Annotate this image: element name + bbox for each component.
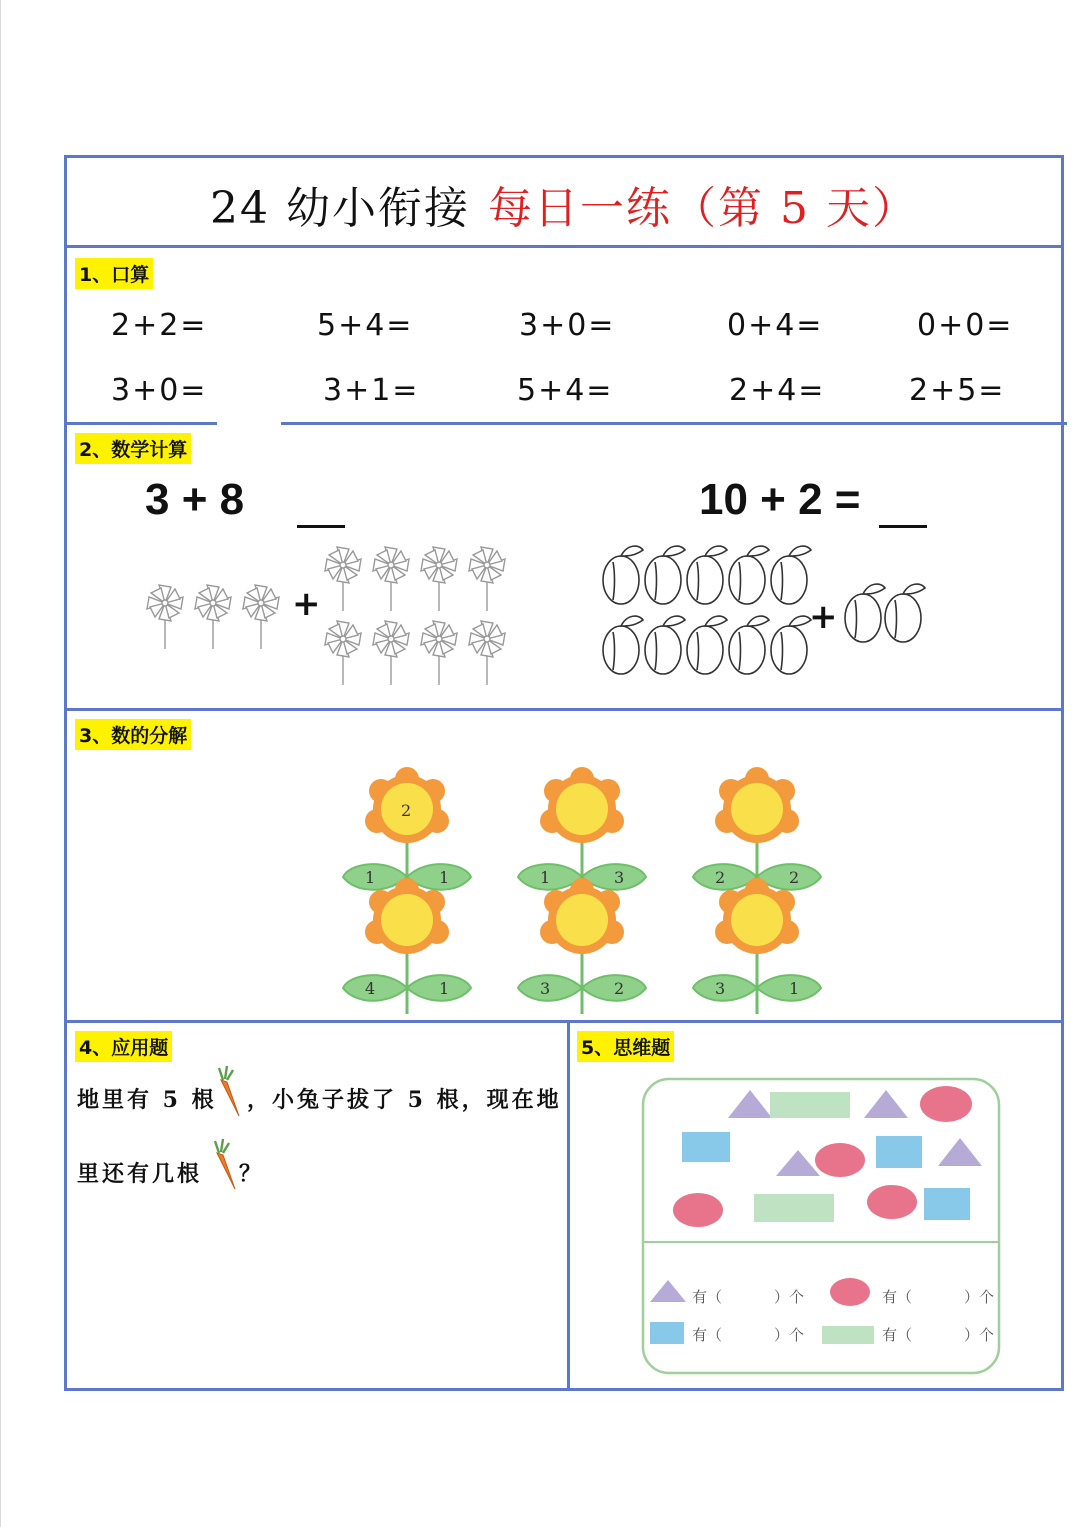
unit-label: ）个 <box>774 1326 805 1344</box>
page-edge <box>0 0 1 1527</box>
flower-right-number: 1 <box>439 979 450 998</box>
flower-5 <box>518 878 646 1014</box>
equation: 3+0= <box>111 373 208 408</box>
equation: 5+4= <box>317 308 414 343</box>
problem-one: 3 + 8 <box>145 475 245 524</box>
square-shape <box>682 1132 730 1162</box>
worksheet <box>64 155 1064 1391</box>
flower-left-number: 3 <box>540 979 551 998</box>
equation: 3+1= <box>323 373 420 408</box>
pinwheel-icon <box>469 621 505 685</box>
square-shape <box>924 1188 970 1220</box>
circle-shape <box>867 1185 917 1219</box>
equation: 2+5= <box>909 373 1006 408</box>
page-title <box>67 172 1061 236</box>
pinwheel-icon <box>195 585 231 649</box>
section-application-and-thinking <box>67 1023 1061 1391</box>
equation: 2+4= <box>729 373 826 408</box>
square-legend-icon <box>650 1322 684 1344</box>
have-label: 有（ <box>692 1326 723 1344</box>
equation: 3+0= <box>519 308 616 343</box>
plum-icon <box>771 546 811 604</box>
rectangle-shape <box>754 1194 834 1222</box>
unit-label: ）个 <box>964 1326 995 1344</box>
plum-icon <box>729 546 769 604</box>
pinwheel-icon <box>243 585 279 649</box>
flower-grid <box>327 761 847 998</box>
flower-left-number: 3 <box>715 979 726 998</box>
problem-two: 10 + 2 = <box>699 475 861 524</box>
carrot-icon <box>211 1141 241 1193</box>
plum-icon <box>729 616 769 674</box>
square-shape <box>876 1136 922 1168</box>
title-row <box>67 158 1061 248</box>
answer-blank <box>297 525 345 528</box>
equation: 2+2= <box>111 308 208 343</box>
problem-text-line2-a: 里还有几根 <box>77 1161 203 1187</box>
pinwheel-icon <box>373 621 409 685</box>
have-label: 有（ <box>882 1326 913 1344</box>
section-oral-arithmetic <box>67 248 1061 425</box>
equation: 0+0= <box>917 308 1014 343</box>
carrot-icon <box>215 1068 245 1120</box>
pinwheel-icon <box>325 621 361 685</box>
problem-text-line2-b: ？ <box>239 1161 265 1187</box>
pinwheel-icon <box>373 547 409 611</box>
circle-shape <box>673 1193 723 1227</box>
flower-4 <box>343 878 471 1014</box>
pinwheel-icon <box>147 585 183 649</box>
plum-icon <box>645 616 685 674</box>
flower-right-number: 2 <box>614 979 625 998</box>
plum-icon <box>603 546 643 604</box>
rectangle-shape <box>770 1092 850 1118</box>
rectangle-legend-icon <box>822 1326 874 1344</box>
section-number-decomposition <box>67 711 1061 1023</box>
plum-icon <box>845 584 885 642</box>
circle-shape <box>815 1143 865 1177</box>
pinwheel-icon <box>325 547 361 611</box>
flower-left-number: 1 <box>365 868 376 887</box>
plum-icon <box>645 546 685 604</box>
problem-text-line1-a: 地里有 5 根 <box>77 1087 217 1113</box>
section3-label: 3、数的分解 <box>75 719 191 750</box>
answer-blank <box>879 525 927 528</box>
flower-left-number: 1 <box>540 868 551 887</box>
plum-icon <box>885 584 925 642</box>
plum-icon <box>771 616 811 674</box>
flower-right-number: 1 <box>439 868 450 887</box>
flower-left-number: 4 <box>365 979 376 998</box>
unit-label: ）个 <box>964 1288 995 1306</box>
title-highlight: 每日一练（第 5 天） <box>488 183 918 234</box>
pinwheel-icon <box>421 547 457 611</box>
title-main: 24 幼小衔接 <box>210 183 470 234</box>
shape-counting-board <box>642 1078 1002 1378</box>
section-math-calculation <box>67 425 1061 711</box>
equation: 0+4= <box>727 308 824 343</box>
flower-right-number: 2 <box>789 868 800 887</box>
flower-top-number: 2 <box>401 801 412 820</box>
section4-label: 4、应用题 <box>75 1031 172 1062</box>
section1-label: 1、口算 <box>75 258 153 289</box>
section5-label: 5、思维题 <box>577 1031 674 1062</box>
have-label: 有（ <box>882 1288 913 1306</box>
plum-icon <box>687 546 727 604</box>
flower-6 <box>693 878 821 1014</box>
circle-shape <box>920 1086 972 1122</box>
plum-icon <box>687 616 727 674</box>
pinwheel-icon <box>469 547 505 611</box>
unit-label: ）个 <box>774 1288 805 1306</box>
flower-left-number: 2 <box>715 868 726 887</box>
plus-icon: + <box>809 597 838 637</box>
flower-right-number: 3 <box>614 868 625 887</box>
circle-legend-icon <box>830 1278 870 1306</box>
plum-icon <box>603 616 643 674</box>
plus-icon: + <box>292 584 321 624</box>
equation: 5+4= <box>517 373 614 408</box>
have-label: 有（ <box>692 1288 723 1306</box>
plum-group <box>597 540 957 700</box>
problem-text-line1-b: ，小兔子拔了 5 根，现在地 <box>247 1087 562 1113</box>
pinwheel-icon <box>421 621 457 685</box>
pinwheel-group <box>137 535 577 695</box>
flower-right-number: 1 <box>789 979 800 998</box>
column-divider <box>567 1023 570 1391</box>
section2-label: 2、数学计算 <box>75 433 191 464</box>
